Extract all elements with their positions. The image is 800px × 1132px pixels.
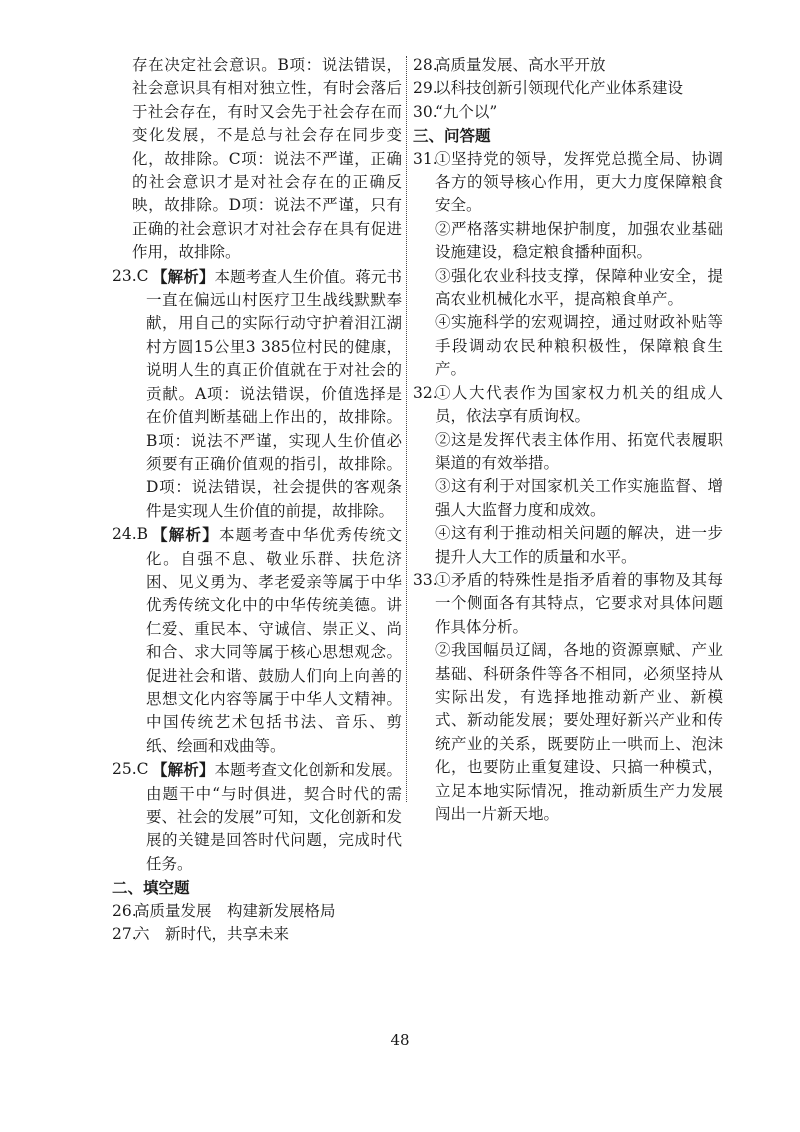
- question-33: [413, 569, 723, 826]
- analysis-tag: 【解析】: [152, 266, 215, 286]
- answer-point: ④实施科学的宏观调控，通过财政补贴等手段调动农民种粮积极性，保障粮食生产。: [435, 313, 723, 379]
- answer-text: 以科技创新引领现代化产业体系建设: [435, 79, 684, 98]
- answer-point: ③这有利于对国家机关工作实施监督、增强人大监督力度和成效。: [435, 477, 723, 519]
- question-25: [112, 758, 402, 876]
- answer-text: “九个以”: [435, 102, 498, 121]
- question-number: 28.: [413, 56, 438, 74]
- page-number: 48: [390, 1031, 410, 1049]
- question-number: 24.B: [112, 525, 149, 544]
- answer-point: ②我国幅员辽阔，各地的资源禀赋、产业基础、科研条件等各不相同，必须坚持从实际出发，有选择地推动新产业、新模式、新动能发展；要处理好新兴产业和传统产业的关系，既要防止一哄而上、泡沫化，也要防止重复建设、只搞一种模式，立足本地实际情况，推动新质生产力发展闯出一片新天地。: [435, 641, 723, 823]
- answer-text: 高质量发展、高水平开放: [435, 56, 606, 74]
- question-28: [413, 54, 723, 77]
- answer-text: 本题考查中华优秀传统文化。自强不息、敬业乐群、扶危济困、见义勇为、孝老爱亲等属于中华优秀传统文化中的中华传统美德。讲仁爱、重民本、守诚信、崇正义、尚和合、求大同等属于核心思想观念。促进社会和谐、鼓励人们向上向善的思想文化内容等属于中华人文精神。中国传统艺术包括书法、音乐、剪纸、绘画和戏曲等。: [146, 526, 402, 755]
- answer-point: ①人大代表作为国家权力机关的组成人员，依法享有质询权。: [435, 383, 723, 426]
- answer-text: 本题考查人生价值。蒋元书一直在偏远山村医疗卫生战线默默奉献，用自己的实际行动守护着泪江湖村方圆15公里3 385位村民的健康，说明人生的真正价值就在于对社会的贡献。A项：说法错误，价值选择是在价值判断基础上作出的，故排除。B项：说法不严谨，实现人生价值必须要有正确价值观的指引，故排除。D项：说法错误，社会提供的客观条件是实现人生价值的前提，故排除。: [146, 267, 402, 520]
- column-divider: [406, 56, 407, 802]
- question-number: 23.C: [112, 266, 149, 285]
- question-32: [413, 382, 723, 569]
- question-26: [112, 900, 402, 923]
- continuation-text: 存在决定社会意识。B项：说法错误，社会意识具有相对独立性，有时会落后于社会存在，有时又会先于社会存在而变化发展，不是总与社会存在同步变化，故排除。C项：说法不严谨，正确的社会意识才是对社会存在的正确反映，故排除。D项：说法不严谨，只有正确的社会意识才对社会存在具有促进作用，故排除。: [132, 56, 402, 262]
- question-number: 25.C: [112, 760, 149, 779]
- analysis-tag: 【解析】: [152, 760, 215, 780]
- question-number: 33.: [413, 570, 438, 589]
- question-30: [413, 101, 723, 124]
- right-column: [413, 54, 723, 826]
- left-column: [112, 54, 402, 946]
- answer-point: ④这有利于推动相关问题的解决，进一步提升人大工作的质量和水平。: [435, 524, 723, 566]
- answer-point: ③强化农业科技支撑，保障种业安全，提高农业机械化水平，提高粮食单产。: [435, 266, 723, 309]
- question-27: [112, 923, 402, 946]
- answer-point: ①坚持党的领导，发挥党总揽全局、协调各方的领导核心作用，更大力度保障粮食安全。: [435, 149, 723, 215]
- answer-text: 六 新时代，共享未来: [134, 925, 290, 944]
- question-number: 32.: [413, 383, 438, 402]
- answer-point: ②严格落实耕地保护制度，加强农业基础设施建设，稳定粮食播种面积。: [435, 219, 723, 262]
- question-24: [112, 523, 402, 758]
- section-heading-qa: 三、问答题: [413, 126, 491, 146]
- question-number: 26.: [112, 901, 137, 920]
- question-number: 27.: [112, 925, 137, 944]
- section-heading-fill-in: 二、填空题: [112, 878, 190, 898]
- question-number: 29.: [413, 79, 438, 98]
- question-number: 31.: [413, 149, 438, 168]
- question-23: [112, 265, 402, 523]
- answer-point: ②这是发挥代表主体作用、拓宽代表履职渠道的有效举措。: [435, 430, 723, 472]
- question-number: 30.: [413, 102, 438, 121]
- analysis-tag: 【解析】: [152, 525, 219, 545]
- question-31: [413, 148, 723, 382]
- question-29: [413, 77, 723, 100]
- answer-text: 高质量发展 构建新发展格局: [134, 901, 336, 920]
- answer-point: ①矛盾的特殊性是指矛盾着的事物及其每一个侧面各有其特点，它要求对具体问题作具体分析。: [435, 570, 723, 636]
- answer-text: 本题考查文化创新和发展。由题干中“与时俱进，契合时代的需要、社会的发展”可知，文化创新和发展的关键是回答时代问题，完成时代任务。: [146, 761, 402, 873]
